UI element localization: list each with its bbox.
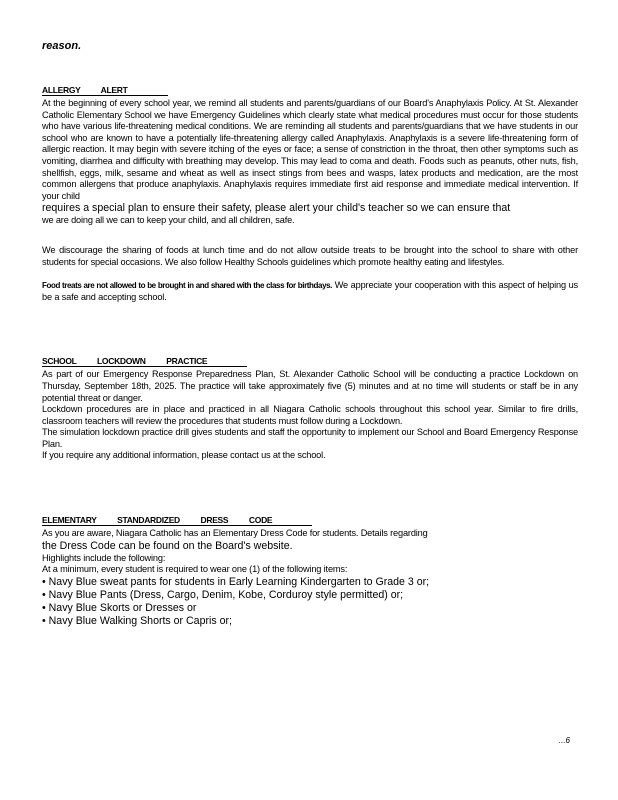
lead-word: reason. [42, 40, 82, 52]
dress-code-list [42, 576, 578, 629]
lockdown-section [42, 351, 578, 462]
allergy-paragraph-1-end: we are doing all we can to keep your child, and all children, safe. [42, 215, 295, 226]
dress-code-heading: ELEMENTARY STANDARDIZED DRESS CODE [42, 515, 312, 526]
allergy-paragraph-1-highlight: requires a special plan to ensure their safety, please alert your child's teacher so we can ensure that [42, 202, 511, 215]
allergy-section [42, 80, 578, 303]
page-continuation: ...6 [558, 736, 570, 745]
lockdown-paragraph-4: If you require any additional information, please contact us at the school. [42, 450, 326, 461]
list-item: • Navy Blue Pants (Dress, Cargo, Denim, Kobe, Corduroy style permitted) or; [42, 589, 404, 602]
list-item: • Navy Blue Walking Shorts or Capris or; [42, 615, 232, 628]
lockdown-paragraph-1: As part of our Emergency Response Preparedness Plan, St. Alexander Catholic School will be conducting a practice Lockdown on Thursday, September 18th, 2025. The practice will take approximately five (5) minutes and at no time will students or staff be in any potential threat or danger. [42, 369, 578, 403]
allergy-paragraph-1-text: At the beginning of every school year, we remind all students and parents/guardians of our Board's Anaphylaxis Policy. At St. Alexander Catholic Elementary School we have Emergency Guidelines which clearly state what medical procedures must occur for those students who have various life-threatening medical conditions. We are reminding all students and parents/guardians that we have students in our school who are known to have a potentially life-threatening allergy called Anaphylaxis. Anaphylaxis is a severe life-threatening form of allergic reaction. It may begin with severe itching of the eyes or face; a sense of constriction in the throat, then other symptoms such as vomiting, diarrhea and difficulty with breathing may develop. This may lead to coma and death. Foods such as peanuts, other nuts, fish, shellfish, eggs, milk, sesame and wheat as well as insect stings from bees and wasps, latex products and medication, are the most common allergens that produce anaphylaxis. Anaphylaxis requires immediate first aid response and immediate medical intervention. If your child [42, 98, 578, 201]
dress-code-website-note: the Dress Code can be found on the Board's website. [42, 539, 293, 552]
lockdown-heading: SCHOOL LOCKDOWN PRACTICE [42, 356, 247, 367]
list-item: • Navy Blue sweat pants for students in Early Learning Kindergarten to Grade 3 or; [42, 575, 430, 588]
allergy-paragraph-3 [42, 280, 578, 303]
dress-code-paragraph-1: As you are aware, Niagara Catholic has an Elementary Dress Code for students. Details regarding [42, 528, 428, 539]
allergy-paragraph-3-text: We appreciate your cooperation with this aspect of helping us be a safe and accepting school. [42, 280, 578, 302]
dress-code-highlights: Highlights include the following: [42, 552, 166, 563]
lockdown-paragraph-3: The simulation lockdown practice drill gives students and staff the opportunity to implement our School and Board Emergency Response Plan. [42, 427, 578, 449]
list-item: • Navy Blue Skorts or Dresses or [42, 602, 197, 615]
dress-code-section [42, 510, 578, 629]
allergy-paragraph-1 [42, 98, 578, 202]
allergy-birthday-notice: Food treats are not allowed to be brought in and shared with the class for birthdays. [42, 281, 333, 291]
allergy-paragraph-2: We discourage the sharing of foods at lunch time and do not allow outside treats to be brought into the school to share with other students for special occasions. We also follow Healthy Schools guidelines which promote healthy eating and lifestyles. [42, 244, 578, 267]
lockdown-paragraph-2: Lockdown procedures are in place and practiced in all Niagara Catholic schools throughout this school year. Similar to fire drills, classroom teachers will review the procedures that students must follow during a Lockdown. [42, 404, 578, 426]
dress-code-minimum: At a minimum, every student is required to wear one (1) of the following items: [42, 564, 348, 575]
allergy-heading: ALLERGY ALERT [42, 85, 168, 96]
